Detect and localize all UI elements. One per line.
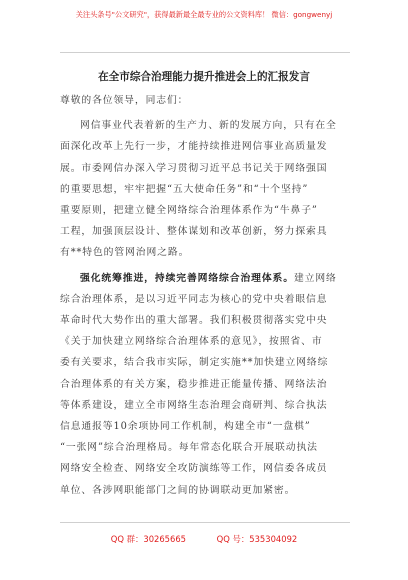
paragraph-line: 等体系建设，建立全市网络生态治理会商研判、综合执法 — [60, 399, 328, 411]
footer-contact — [0, 533, 408, 545]
paragraph-line: 信息通报等10余项协同工作机制，构建全市“一盘棋” — [60, 421, 311, 433]
section-heading: 强化统筹推进，持续完善网络综合治理体系。 — [80, 272, 294, 284]
paragraph-line: 工程，加强顶层设计、整体谋划和改革创新，努力探索具 — [60, 226, 328, 238]
paragraph-line: 网信事业代表着新的生产力、新的发展方向，只有在全 — [80, 120, 337, 132]
paragraph-line — [60, 268, 352, 289]
paragraph-line: 委有关要求，结合我市实际，制定实施**加快建立网络综 — [60, 357, 329, 369]
paragraph-line: 网络安全检查、网络安全攻防演练等工作，网信委各成员 — [60, 463, 328, 475]
paragraph-2 — [60, 268, 352, 501]
qq-number-text: QQ 号：535304092 — [216, 534, 298, 544]
paragraph-line: 重要原则，把建立健全网络综合治理体系作为“牛鼻子” — [60, 205, 318, 217]
document-body — [60, 90, 352, 501]
paragraph-line: 面深化改革上先行一步，才能持续推进网信事业高质量发 — [60, 141, 328, 153]
paragraph-line: “一张网”综合治理格局。每年常态化联合开展联动执法 — [60, 442, 318, 454]
paragraph-line: 展。市委网信办深入学习贯彻习近平总书记关于网络强国 — [60, 162, 328, 174]
header-divider — [60, 52, 350, 53]
qq-group-text: QQ 群：30265665 — [110, 534, 186, 544]
promo-banner: 关注头条号"公文研究"，获得最新最全最专业的公文资料库！ 微信：gongwenyj — [75, 10, 333, 19]
paragraph-1 — [60, 115, 352, 263]
paragraph-line: 的重要思想，牢牢把握“五大使命任务”和“十个坚持” — [60, 183, 309, 195]
paragraph-line: 有**特色的管网治网之路。 — [60, 247, 190, 259]
salutation: 尊敬的各位领导，同志们： — [60, 95, 189, 106]
paragraph-line: 《关于加快建立网络综合治理体系的意见》，按照省、市 — [60, 336, 323, 348]
footer-divider — [60, 522, 350, 523]
paragraph-line: 革命时代大势作出的重大部署。我们积极贯彻落实党中央 — [60, 315, 328, 327]
paragraph-line: 综合治理体系，是以习近平同志为核心的党中央着眼信息 — [60, 293, 328, 305]
paragraph-text: 建立网络 — [293, 272, 337, 284]
paragraph-line: 单位、各涉网职能部门之间的协调联动更加紧密。 — [60, 484, 296, 496]
document-title: 在全市综合治理能力提升推进会上的汇报发言 — [98, 71, 310, 83]
paragraph-line: 合治理体系的有关方案，稳步推进正能量传播、网络法治 — [60, 378, 328, 390]
